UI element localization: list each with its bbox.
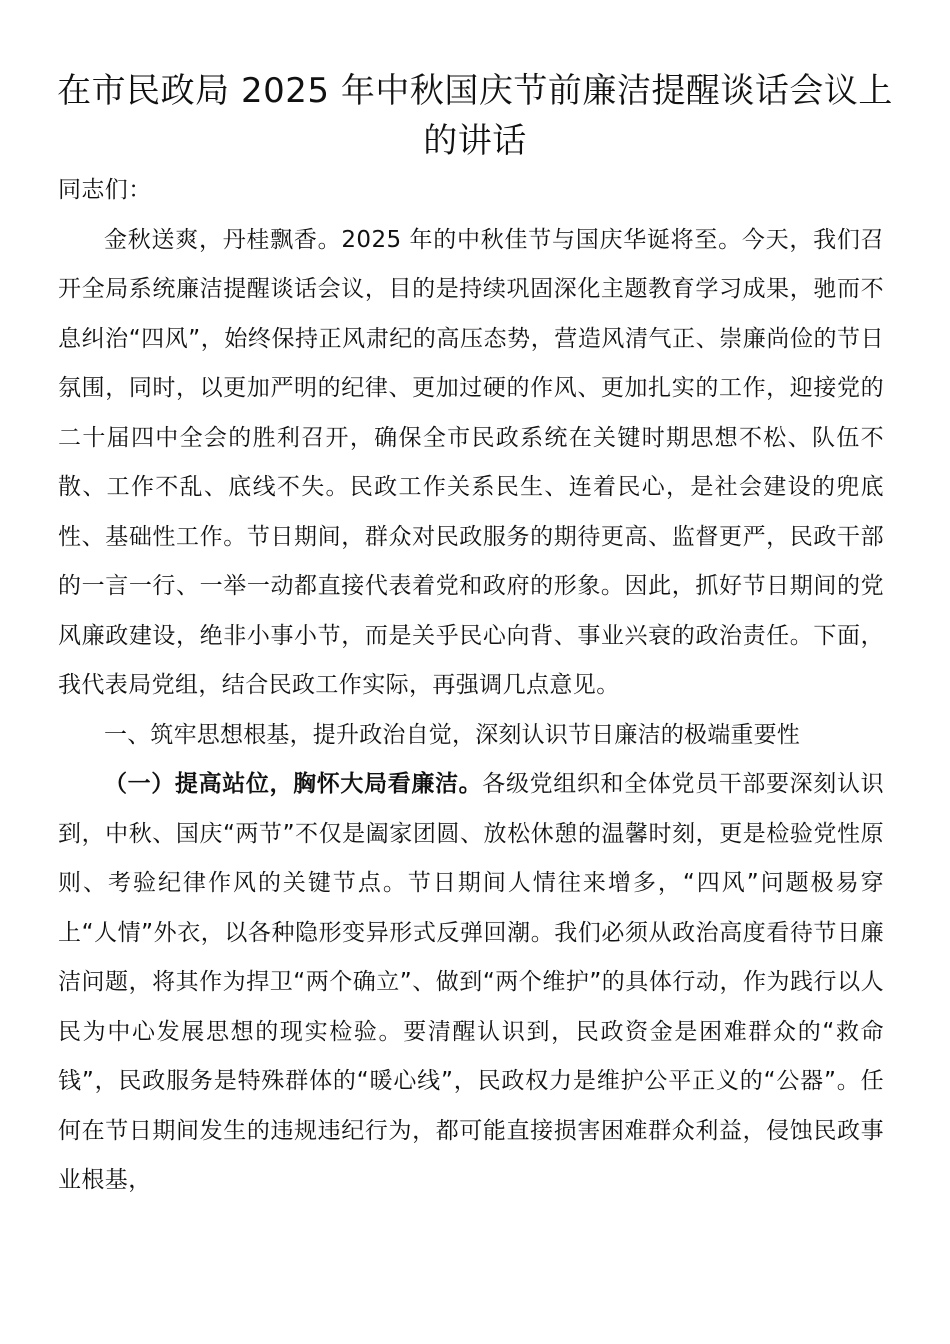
salutation: 同志们： [58, 177, 152, 203]
document-body [58, 166, 884, 1206]
section-heading-1: 一、筑牢思想根基，提升政治自觉，深刻认识节日廉洁的极端重要性 [104, 721, 800, 748]
document-title: 在市民政局 2025 年中秋国庆节前廉洁提醒谈话会议上的讲话 [57, 71, 893, 161]
subsection-heading-1: （一）提高站位，胸怀大局看廉洁。 [104, 771, 483, 797]
subsection-text-1: 各级党组织和全体党员干部要深刻认识到，中秋、国庆“两节”不仅是阖家团圆、放松休憩的温馨时刻，更是检验党性原则、考验纪律作风的关键节点。节日期间人情往来增多，“四风”问题极易穿上“人情”外衣，以各种隐形变异形式反弹回潮。我们必须从政治高度看待节日廉洁问题，将其作为捍卫“两个确立”、做到“两个维护”的具体行动，作为践行以人民为中心发展思想的现实检验。要清醒认识到，民政资金是困难群众的“救命钱”，民政服务是特殊群体的“暖心线”，民政权力是维护公平正义的“公器”。任何在节日期间发生的违规违纪行为，都可能直接损害困难群众利益，侵蚀民政事业根基， [58, 771, 884, 1193]
subsection-paragraph-1 [58, 760, 884, 1206]
intro-paragraph: 金秋送爽，丹桂飘香。2025 年的中秋佳节与国庆华诞将至。今天，我们召开全局系统廉洁提醒谈话会议，目的是持续巩固深化主题教育学习成果，驰而不息纠治“四风”，始终保持正风肃纪的高压态势，营造风清气正、崇廉尚俭的节日氛围，同时，以更加严明的纪律、更加过硬的作风、更加扎实的工作，迎接党的二十届四中全会的胜利召开，确保全市民政系统在关键时期思想不松、队伍不散、工作不乱、底线不失。民政工作关系民生、连着民心，是社会建设的兜底性、基础性工作。节日期间，群众对民政服务的期待更高、监督更严，民政干部的一言一行、一举一动都直接代表着党和政府的形象。因此，抓好节日期间的党风廉政建设，绝非小事小节，而是关乎民心向背、事业兴衰的政治责任。下面，我代表局党组，结合民政工作实际，再强调几点意见。 [58, 226, 884, 698]
